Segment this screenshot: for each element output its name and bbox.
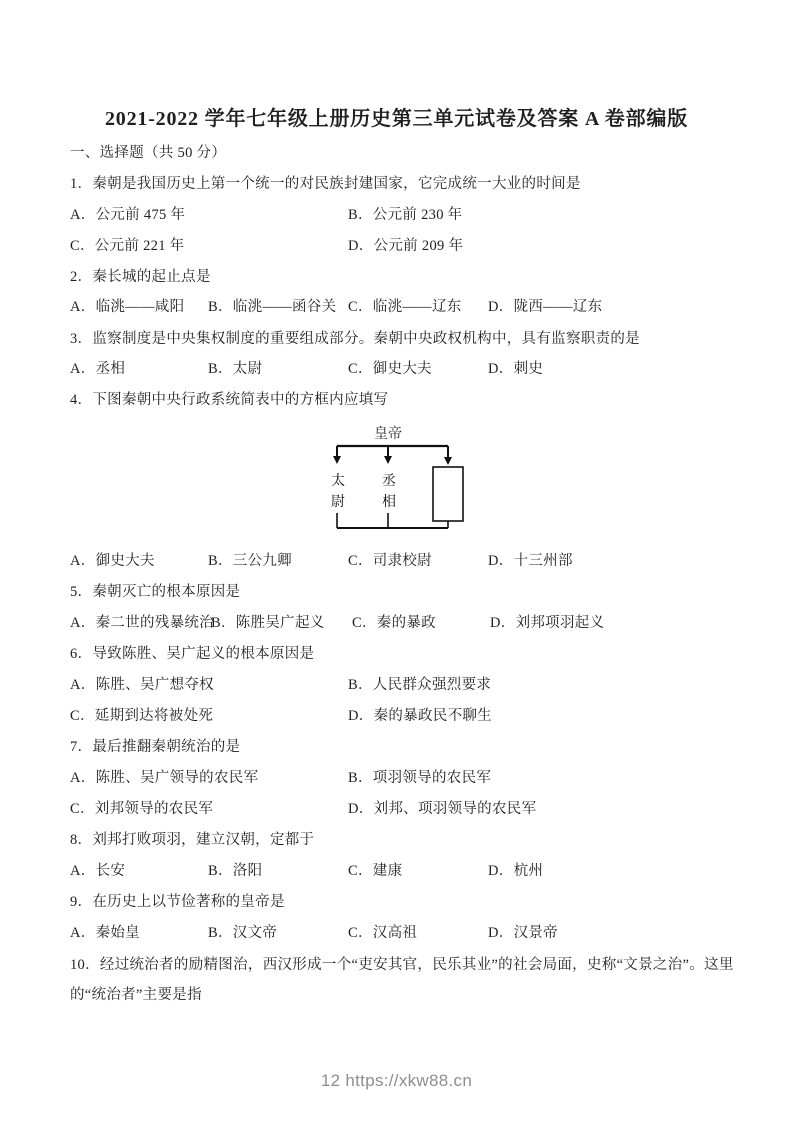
question-6-option-d: D．秦的暴政民不聊生 xyxy=(348,708,492,724)
question-8-option-a: A．长安 xyxy=(70,863,126,879)
taiwei-label: 太尉 xyxy=(331,474,345,510)
page-title: 2021-2022 学年七年级上册历史第三单元试卷及答案 A 卷部编版 xyxy=(105,108,688,130)
question-6-stem: 6．导致陈胜、吴广起义的根本原因是 xyxy=(70,646,315,662)
question-3-option-b: B．太尉 xyxy=(208,361,263,377)
question-10-stem-line-2: 的“统治者”主要是指 xyxy=(70,987,202,1003)
question-6-option-c: C．延期到达将被处死 xyxy=(70,708,214,724)
question-3-stem: 3．监察制度是中央集权制度的重要组成部分。秦朝中央政权机构中，具有监察职责的是 xyxy=(70,331,640,347)
question-4-option-a: A．御史大夫 xyxy=(70,553,155,569)
blank-box xyxy=(433,467,463,521)
question-6-option-b: B．人民群众强烈要求 xyxy=(348,677,492,693)
question-5-stem: 5．秦朝灭亡的根本原因是 xyxy=(70,584,241,600)
question-4-stem: 4．下图秦朝中央行政系统简表中的方框内应填写 xyxy=(70,392,389,408)
question-2-option-b: B．临洮——函谷关 xyxy=(208,299,337,315)
question-2-option-c: C．临洮——辽东 xyxy=(348,299,462,315)
org-chart xyxy=(330,422,470,534)
question-8-option-d: D．杭州 xyxy=(488,863,544,879)
question-4-option-c: C．司隶校尉 xyxy=(348,553,432,569)
question-8-option-b: B．洛阳 xyxy=(208,863,263,879)
question-3-option-a: A．丞相 xyxy=(70,361,126,377)
question-2-stem: 2．秦长城的起止点是 xyxy=(70,269,211,285)
question-5-option-c: C．秦的暴政 xyxy=(352,615,436,631)
question-7-option-b: B．项羽领导的农民军 xyxy=(348,770,492,786)
footer-link[interactable]: 12 https://xkw88.cn xyxy=(320,1071,473,1090)
section-heading: 一、选择题（共 50 分） xyxy=(70,145,227,161)
question-10-stem-line-1: 10．经过统治者的励精图治，西汉形成一个“吏安其官，民乐其业”的社会局面，史称“文景之治”。这里 xyxy=(70,957,734,973)
question-1-stem: 1．秦朝是我国历史上第一个统一的对民族封建国家，它完成统一大业的时间是 xyxy=(70,176,581,192)
question-9-option-b: B．汉文帝 xyxy=(208,925,278,941)
question-1-option-c: C．公元前 221 年 xyxy=(70,238,185,254)
question-3-option-d: D．刺史 xyxy=(488,361,544,377)
question-1-option-a: A．公元前 475 年 xyxy=(70,207,186,223)
question-7-option-d: D．刘邦、项羽领导的农民军 xyxy=(348,801,537,817)
question-9-option-a: A．秦始皇 xyxy=(70,925,140,941)
question-8-option-c: C．建康 xyxy=(348,863,403,879)
question-2-option-a: A．临洮——咸阳 xyxy=(70,299,185,315)
question-9-option-c: C．汉高祖 xyxy=(348,925,418,941)
question-3-option-c: C．御史大夫 xyxy=(348,361,432,377)
question-8-stem: 8．刘邦打败项羽，建立汉朝，定都于 xyxy=(70,832,315,848)
question-5-option-d: D．刘邦项羽起义 xyxy=(490,615,605,631)
chengxiang-label: 丞相 xyxy=(382,474,396,510)
question-4-option-d: D．十三州部 xyxy=(488,553,573,569)
question-1-option-b: B．公元前 230 年 xyxy=(348,207,463,223)
question-7-option-c: C．刘邦领导的农民军 xyxy=(70,801,214,817)
question-6-option-a: A．陈胜、吴广想夺权 xyxy=(70,677,214,693)
question-7-stem: 7．最后推翻秦朝统治的是 xyxy=(70,739,241,755)
question-7-option-a: A．陈胜、吴广领导的农民军 xyxy=(70,770,259,786)
emperor-label: 皇帝 xyxy=(374,427,402,442)
question-1-option-d: D．公元前 209 年 xyxy=(348,238,464,254)
question-5-option-b: B．陈胜吴广起义 xyxy=(211,615,325,631)
question-2-option-d: D．陇西——辽东 xyxy=(488,299,603,315)
question-9-stem: 9．在历史上以节俭著称的皇帝是 xyxy=(70,894,285,910)
question-5-option-a: A．秦二世的残暴统治 xyxy=(70,615,214,631)
question-9-option-d: D．汉景帝 xyxy=(488,925,558,941)
question-4-option-b: B．三公九卿 xyxy=(208,553,292,569)
